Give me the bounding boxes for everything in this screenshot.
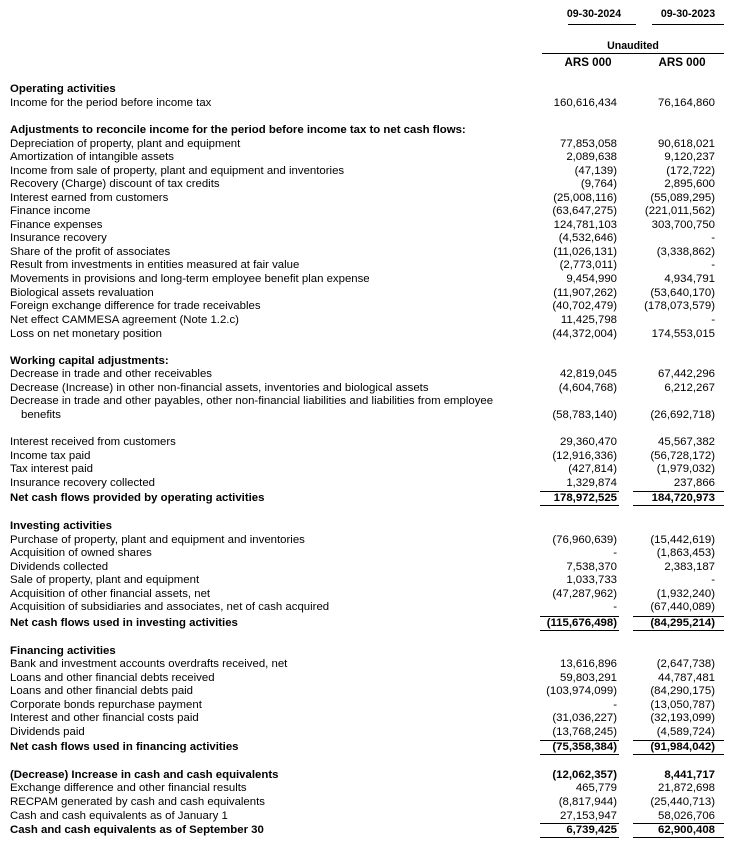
value-2024: 2,089,638: [566, 151, 617, 163]
rule-financing-total-2024: [540, 754, 619, 755]
statement-row: [0, 644, 732, 658]
value-2024: (76,960,639): [552, 534, 617, 546]
statement-row: [0, 449, 732, 463]
value-2024: (427,814): [568, 463, 617, 475]
row-label: Insurance recovery: [10, 232, 107, 244]
rule-cash-total-2023: [633, 837, 724, 838]
rule-cash-subtotal-2024: [540, 823, 619, 824]
value-2024: (31,036,227): [552, 712, 617, 724]
rule-operating-total-2024: [540, 505, 619, 506]
value-2023: (3,338,862): [656, 246, 715, 258]
row-label: Interest and other financial costs paid: [10, 712, 199, 724]
value-2024: (13,768,245): [552, 726, 617, 738]
value-2024: (75,358,384): [552, 741, 617, 753]
unaudited-underline: [542, 53, 724, 54]
value-2023: 2,383,187: [664, 561, 715, 573]
currency-label-2024: ARS 000: [564, 56, 612, 69]
value-2024: -: [613, 601, 617, 613]
value-2024: (8,817,944): [558, 796, 617, 808]
value-2023: (55,089,295): [650, 192, 715, 204]
value-2023: (91,984,042): [650, 741, 715, 753]
value-2023: (32,193,099): [650, 712, 715, 724]
statement-row: [0, 245, 732, 259]
statement-row: [0, 533, 732, 547]
statement-row: [0, 781, 732, 795]
row-label: Exchange difference and other financial results: [10, 782, 247, 794]
value-2024: 124,781,103: [553, 219, 617, 231]
value-2024: (63,647,275): [552, 205, 617, 217]
value-2024: (47,139): [574, 165, 617, 177]
rule-investing-total-2024: [540, 630, 619, 631]
header-underline-2023: [652, 24, 724, 25]
value-2023: 62,900,408: [657, 824, 715, 836]
value-2023: 76,164,860: [657, 97, 715, 109]
row-label: Depreciation of property, plant and equipment: [10, 138, 241, 150]
column-date-2024: 09-30-2024: [566, 8, 622, 20]
row-label: Acquisition of other financial assets, net: [10, 588, 211, 600]
value-2024: (4,532,646): [558, 232, 617, 244]
value-2023: (221,011,562): [644, 205, 715, 217]
rule-investing-subtotal-2023: [633, 616, 724, 617]
row-label: Insurance recovery collected: [10, 477, 155, 489]
value-2023: (53,640,170): [650, 287, 715, 299]
statement-row: [0, 616, 732, 630]
statement-row: [0, 711, 732, 725]
value-2024: (40,702,479): [552, 300, 617, 312]
value-2023: 44,787,481: [657, 672, 715, 684]
value-2024: 1,329,874: [566, 477, 617, 489]
row-label: Result from investments in entities measured at fair value: [10, 259, 300, 271]
value-2024: (12,062,357): [552, 769, 617, 781]
row-label: Loans and other financial debts paid: [10, 685, 194, 697]
statement-row: [0, 367, 732, 381]
row-label: Share of the profit of associates: [10, 246, 171, 258]
value-2024: -: [613, 699, 617, 711]
row-label: Movements in provisions and long-term employee benefit plan expense: [10, 273, 370, 285]
row-label: Income tax paid: [10, 450, 91, 462]
row-label: Acquisition of subsidiaries and associates, net of cash acquired: [10, 601, 330, 613]
value-2023: (84,290,175): [650, 685, 715, 697]
row-label: Investing activities: [10, 520, 112, 532]
statement-row: [0, 96, 732, 110]
row-label: Decrease in trade and other payables, other non-financial liabilities and liabilities from employee: [10, 395, 494, 407]
row-label: Dividends collected: [10, 561, 109, 573]
value-2023: (84,295,214): [650, 617, 715, 629]
value-2023: (1,863,453): [656, 547, 715, 559]
value-2024: (12,916,336): [552, 450, 617, 462]
row-label: Corporate bonds repurchase payment: [10, 699, 202, 711]
row-label: Net cash flows used in financing activities: [10, 741, 239, 753]
value-2023: (1,932,240): [656, 588, 715, 600]
row-label: Cash and cash equivalents as of January 1: [10, 810, 228, 822]
statement-row: [0, 809, 732, 823]
rule-operating-total-2023: [633, 505, 724, 506]
statement-row: [0, 408, 732, 422]
rule-financing-subtotal-2024: [540, 740, 619, 741]
value-2023: (26,692,718): [650, 409, 715, 421]
value-2023: 6,212,267: [664, 382, 715, 394]
row-label: Decrease (Increase) in other non-financial assets, inventories and biological assets: [10, 382, 429, 394]
statement-row: [0, 82, 732, 96]
row-label: Finance income: [10, 205, 91, 217]
value-2023: 174,553,015: [651, 328, 715, 340]
row-label: Amortization of intangible assets: [10, 151, 174, 163]
statement-row: [0, 795, 732, 809]
value-2024: 77,853,058: [559, 138, 617, 150]
statement-row: [0, 137, 732, 151]
statement-row: [0, 231, 732, 245]
value-2023: 237,866: [673, 477, 715, 489]
value-2024: 160,616,434: [553, 97, 617, 109]
value-2023: 90,618,021: [657, 138, 715, 150]
row-label: Recovery (Charge) discount of tax credits: [10, 178, 220, 190]
value-2024: 29,360,470: [559, 436, 617, 448]
row-label: Operating activities: [10, 83, 116, 95]
value-2023: -: [711, 232, 715, 244]
unaudited-label: Unaudited: [607, 40, 659, 52]
row-label: Income for the period before income tax: [10, 97, 212, 109]
statement-row: [0, 491, 732, 505]
row-label: Loss on net monetary position: [10, 328, 162, 340]
value-2024: (47,287,962): [552, 588, 617, 600]
row-label: Financing activities: [10, 645, 116, 657]
statement-row: [0, 191, 732, 205]
statement-row: [0, 381, 732, 395]
row-label: Purchase of property, plant and equipment and inventories: [10, 534, 305, 546]
statement-row: [0, 299, 732, 313]
statement-row: [0, 286, 732, 300]
row-label: Working capital adjustments:: [10, 355, 169, 367]
rule-financing-total-2023: [633, 754, 724, 755]
row-label: Acquisition of owned shares: [10, 547, 152, 559]
value-2023: 9,120,237: [664, 151, 715, 163]
row-label: Sale of property, plant and equipment: [10, 574, 200, 586]
value-2024: 13,616,896: [559, 658, 617, 670]
value-2023: (1,979,032): [656, 463, 715, 475]
value-2024: (115,676,498): [546, 617, 617, 629]
value-2023: (15,442,619): [650, 534, 715, 546]
value-2023: -: [711, 574, 715, 586]
statement-row: [0, 671, 732, 685]
row-label: Loans and other financial debts received: [10, 672, 215, 684]
value-2024: 42,819,045: [559, 368, 617, 380]
statement-row: [0, 823, 732, 837]
value-2023: 184,720,973: [651, 492, 715, 504]
row-label: Cash and cash equivalents as of September 30: [10, 824, 264, 836]
column-date-2023: 09-30-2023: [660, 8, 716, 20]
value-2023: (25,440,713): [650, 796, 715, 808]
row-label: Net cash flows used in investing activities: [10, 617, 238, 629]
statement-row: [0, 768, 732, 782]
statement-row: [0, 462, 732, 476]
statement-row: [0, 177, 732, 191]
value-2023: 58,026,706: [657, 810, 715, 822]
statement-row: [0, 164, 732, 178]
row-label: Finance expenses: [10, 219, 103, 231]
value-2024: -: [613, 547, 617, 559]
statement-row: [0, 150, 732, 164]
statement-row: [0, 218, 732, 232]
value-2023: (13,050,787): [650, 699, 715, 711]
row-label: Net cash flows provided by operating activities: [10, 492, 265, 504]
statement-row: [0, 698, 732, 712]
value-2024: 59,803,291: [559, 672, 617, 684]
statement-row: [0, 313, 732, 327]
value-2023: (2,647,738): [656, 658, 715, 670]
value-2024: 1,033,733: [566, 574, 617, 586]
statement-row: [0, 272, 732, 286]
statement-row: [0, 435, 732, 449]
rule-investing-subtotal-2024: [540, 616, 619, 617]
rule-operating-subtotal-2024: [540, 491, 619, 492]
row-label: Adjustments to reconcile income for the period before income tax to net cash flows:: [10, 124, 466, 136]
currency-label-2023: ARS 000: [658, 56, 706, 69]
statement-row: [0, 573, 732, 587]
rule-operating-subtotal-2023: [633, 491, 724, 492]
value-2023: 2,895,600: [664, 178, 715, 190]
statement-row: [0, 546, 732, 560]
value-2024: (44,372,004): [552, 328, 617, 340]
statement-row: [0, 600, 732, 614]
row-label: Net effect CAMMESA agreement (Note 1.2.c): [10, 314, 239, 326]
value-2024: 9,454,990: [566, 273, 617, 285]
value-2023: (172,722): [666, 165, 715, 177]
rule-cash-subtotal-2023: [633, 823, 724, 824]
row-label: Dividends paid: [10, 726, 85, 738]
value-2024: 27,153,947: [559, 810, 617, 822]
value-2024: 6,739,425: [566, 824, 617, 836]
statement-row: [0, 327, 732, 341]
row-label: (Decrease) Increase in cash and cash equivalents: [10, 769, 279, 781]
row-label: Bank and investment accounts overdrafts received, net: [10, 658, 288, 670]
row-label: Tax interest paid: [10, 463, 93, 475]
row-label: RECPAM generated by cash and cash equivalents: [10, 796, 265, 808]
value-2023: (4,589,724): [656, 726, 715, 738]
value-2024: (4,604,768): [558, 382, 617, 394]
value-2023: 4,934,791: [664, 273, 715, 285]
statement-row: [0, 725, 732, 739]
value-2024: (25,008,116): [553, 192, 617, 204]
value-2024: (58,783,140): [552, 409, 617, 421]
statement-row: [0, 657, 732, 671]
statement-row: [0, 123, 732, 137]
value-2023: 45,567,382: [657, 436, 715, 448]
value-2024: (2,773,011): [559, 259, 617, 271]
row-label: Biological assets revaluation: [10, 287, 154, 299]
value-2023: (67,440,089): [650, 601, 715, 613]
value-2024: (11,907,262): [553, 287, 617, 299]
rule-investing-total-2023: [633, 630, 724, 631]
statement-row: [0, 476, 732, 490]
row-label: Income from sale of property, plant and equipment and inventories: [10, 165, 345, 177]
statement-row: [0, 354, 732, 368]
statement-row: [0, 204, 732, 218]
rule-financing-subtotal-2023: [633, 740, 724, 741]
statement-row: [0, 258, 732, 272]
value-2024: 465,779: [575, 782, 617, 794]
statement-row: [0, 394, 732, 408]
header-underline-2024: [568, 24, 636, 25]
value-2024: (11,026,131): [553, 246, 617, 258]
statement-row: [0, 519, 732, 533]
row-label: Decrease in trade and other receivables: [10, 368, 212, 380]
value-2024: 11,425,798: [560, 314, 617, 326]
value-2023: 303,700,750: [651, 219, 715, 231]
value-2024: (103,974,099): [546, 685, 617, 697]
value-2024: (9,764): [580, 178, 617, 190]
rule-cash-total-2024: [540, 837, 619, 838]
value-2023: (178,073,579): [644, 300, 715, 312]
value-2023: 21,872,698: [657, 782, 715, 794]
value-2023: (56,728,172): [650, 450, 715, 462]
value-2023: 8,441,717: [664, 769, 715, 781]
value-2023: -: [711, 259, 715, 271]
statement-row: [0, 740, 732, 754]
row-label: benefits: [21, 409, 61, 421]
value-2024: 7,538,370: [566, 561, 617, 573]
statement-row: [0, 684, 732, 698]
value-2023: 67,442,296: [657, 368, 715, 380]
value-2023: -: [711, 314, 715, 326]
value-2024: 178,972,525: [553, 492, 617, 504]
row-label: Interest received from customers: [10, 436, 176, 448]
statement-row: [0, 587, 732, 601]
row-label: Foreign exchange difference for trade receivables: [10, 300, 261, 312]
statement-row: [0, 560, 732, 574]
row-label: Interest earned from customers: [10, 192, 169, 204]
